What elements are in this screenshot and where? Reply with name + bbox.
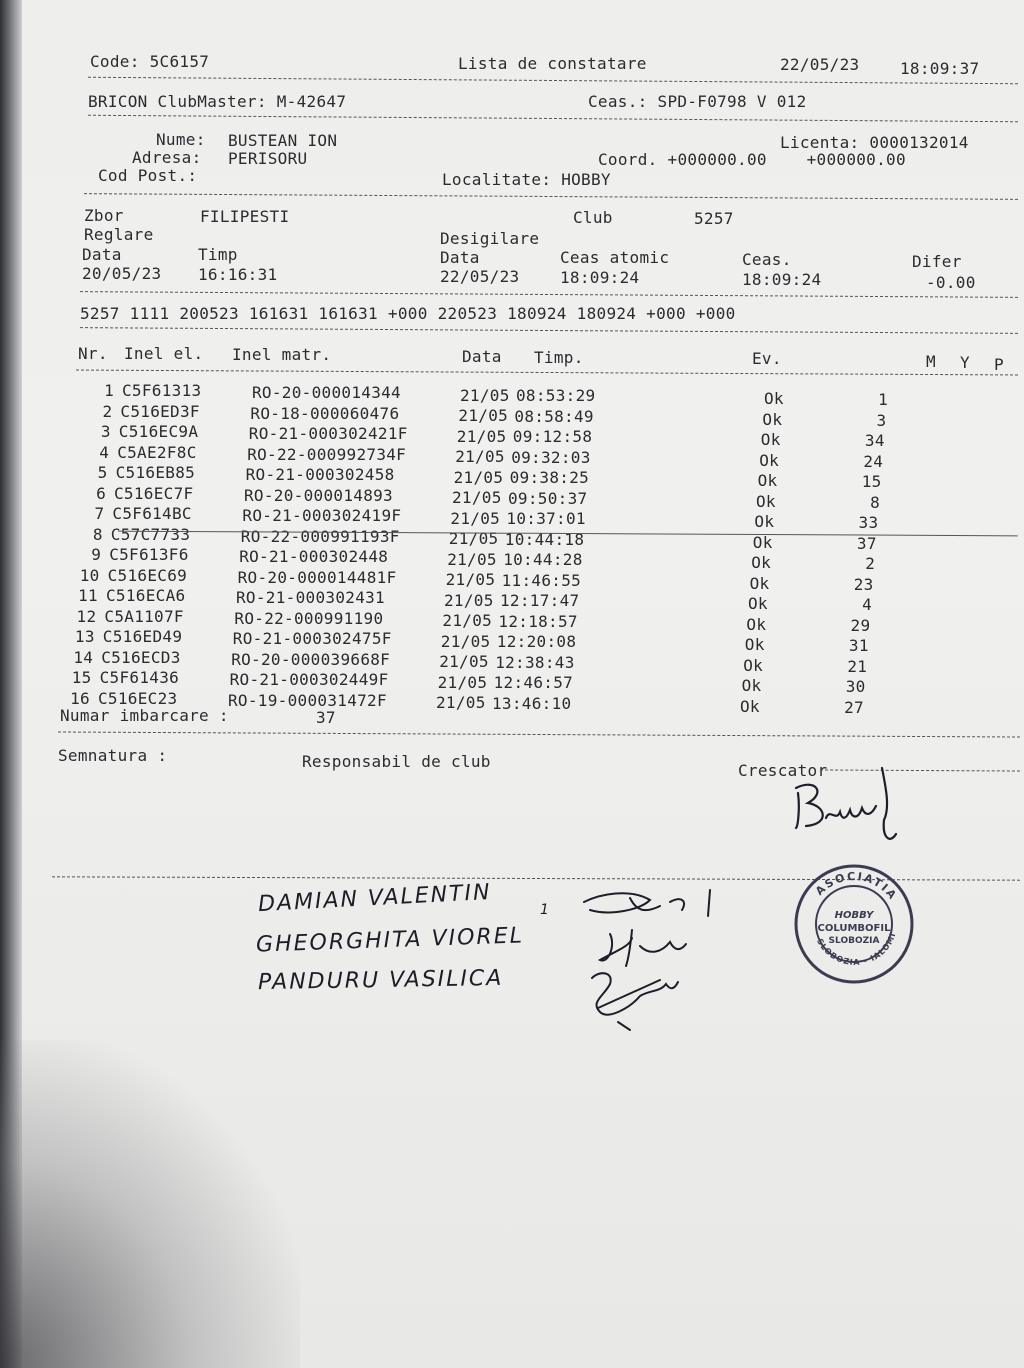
cell-value: 37 — [856, 533, 877, 553]
cell-ev: Ok — [759, 450, 780, 470]
cell-timp: 11:46:55 — [501, 570, 582, 590]
cell-inel-matr: RO-20-000014481F — [237, 567, 397, 587]
cell-data: 21/05 — [456, 426, 507, 446]
breeder-signature — [786, 748, 926, 848]
cell-value: 33 — [858, 513, 879, 533]
cell-ev: Ok — [741, 676, 762, 696]
cell-nr: 16 — [70, 688, 90, 708]
cell-timp: 09:32:03 — [511, 447, 591, 467]
owner-name: BUSTEAN ION — [228, 131, 338, 150]
cell-inel-el: C516EC7F — [114, 483, 194, 503]
cell-nr: 15 — [71, 668, 92, 688]
cell-inel-el: C5F61313 — [122, 381, 202, 401]
handwritten-name-3: PANDURU VASILICA — [257, 965, 504, 996]
cell-inel-matr: RO-21-000302449F — [229, 670, 389, 690]
cell-data: 21/05 — [440, 631, 491, 651]
cell-ev: Ok — [754, 512, 775, 532]
cell-inel-el: C5A1107F — [104, 606, 184, 626]
cell-timp: 12:18:57 — [498, 611, 578, 631]
cell-nr: 13 — [74, 627, 95, 647]
cell-timp: 09:12:58 — [512, 427, 593, 447]
cell-value: 23 — [853, 574, 874, 594]
cell-ev: Ok — [743, 655, 764, 675]
col-ev: Ev. — [752, 349, 782, 368]
cell-value: 15 — [861, 472, 882, 492]
cell-nr: 2 — [102, 401, 113, 421]
svg-text:COLUMBOFIL: COLUMBOFIL — [817, 923, 891, 934]
divider — [58, 731, 1020, 737]
cell-nr: 4 — [99, 442, 110, 462]
cell-inel-el: C516ECA6 — [106, 586, 186, 606]
club-responsible-label: Responsabil de club — [302, 752, 491, 771]
release-point: FILIPESTI — [200, 207, 290, 226]
reglare-label: Reglare — [84, 225, 154, 244]
cell-timp: 09:38:25 — [509, 468, 590, 488]
divider — [88, 77, 1018, 84]
col-y: Y — [960, 353, 970, 372]
cell-ev: Ok — [757, 471, 778, 491]
cell-ev: Ok — [748, 594, 768, 614]
cell-value: 27 — [844, 697, 864, 717]
name-label: Nume: — [156, 130, 206, 149]
cell-value: 31 — [848, 636, 869, 656]
club-label: Club — [573, 208, 613, 227]
cell-timp: 12:20:08 — [496, 632, 577, 652]
cell-timp: 10:37:01 — [506, 509, 586, 529]
total-count: 37 — [316, 708, 336, 727]
cell-inel-matr: RO-21-000302475F — [232, 629, 392, 649]
reglare-time: 16:16:31 — [198, 265, 278, 284]
col-m: M — [926, 352, 936, 371]
cell-value: 34 — [864, 431, 885, 451]
cell-ev: Ok — [744, 635, 765, 655]
cell-inel-matr: RO-18-000060476 — [250, 403, 400, 423]
report-code: Code: 5C6157 — [90, 52, 210, 71]
cell-data: 21/05 — [448, 529, 499, 549]
cell-inel-matr: RO-21-000302431 — [236, 588, 385, 608]
cell-timp: 09:50:37 — [508, 488, 588, 508]
svg-text:ASOCIATIA: ASOCIATIA — [812, 869, 900, 903]
licence: Licenta: 0000132014 — [780, 133, 969, 152]
divider — [80, 291, 1018, 298]
cell-inel-matr: RO-20-000039668F — [231, 649, 391, 669]
divider — [80, 327, 1018, 334]
club-number: 5257 — [694, 209, 734, 228]
clock-id: Ceas.: SPD-F0798 V 012 — [588, 92, 807, 111]
handwritten-signatures — [570, 880, 720, 1040]
cell-timp: 12:46:57 — [493, 673, 574, 693]
reglare-date: 20/05/23 — [82, 264, 162, 283]
cell-timp: 12:17:47 — [500, 591, 580, 611]
desigilare-data-label: Data — [440, 248, 480, 267]
svg-text:HOBBY: HOBBY — [834, 910, 874, 921]
zbor-label: Zbor — [84, 206, 124, 225]
handwritten-name-2: GHEORGHITA VIOREL — [255, 923, 525, 958]
cell-inel-el: C516ED3F — [120, 401, 200, 421]
cell-data: 21/05 — [458, 406, 509, 426]
cell-value: 30 — [845, 677, 866, 697]
clock-time: 18:09:24 — [742, 270, 822, 289]
cell-data: 21/05 — [437, 672, 488, 692]
reglare-data-label: Data — [82, 245, 122, 264]
cell-timp: 10:44:28 — [503, 550, 583, 570]
cell-timp: 12:38:43 — [495, 652, 575, 672]
cell-inel-matr: RO-20-000014344 — [252, 383, 401, 403]
cell-inel-matr: RO-21-000302448 — [239, 547, 389, 567]
cell-data: 21/05 — [450, 508, 501, 528]
cell-nr: 7 — [94, 504, 105, 524]
divider — [76, 370, 1018, 376]
total-label: Numar imbarcare : — [60, 706, 229, 725]
difference: -0.00 — [926, 273, 976, 292]
cell-value: 1 — [878, 390, 888, 410]
cell-inel-el: C516EC69 — [107, 565, 188, 585]
cell-nr: 12 — [76, 606, 97, 626]
cell-inel-matr: RO-20-000014893 — [244, 485, 393, 505]
cell-inel-matr: RO-22-000991193F — [240, 526, 400, 546]
cell-ev: Ok — [751, 553, 772, 573]
cell-timp: 13:46:10 — [492, 693, 572, 713]
cell-inel-el: C516EC9A — [118, 422, 199, 442]
report-time: 18:09:37 — [900, 59, 980, 78]
cell-value: 2 — [865, 554, 876, 574]
cell-inel-el: C516EB85 — [115, 463, 196, 483]
cell-data: 21/05 — [447, 549, 497, 569]
address-label: Adresa: — [132, 148, 202, 167]
breeder-label: Crescator — [738, 761, 828, 780]
cell-inel-matr: RO-22-000991190 — [234, 608, 384, 628]
report-date: 22/05/23 — [780, 55, 860, 74]
cell-inel-matr: RO-21-000302421F — [248, 424, 408, 444]
cell-value: 4 — [862, 595, 872, 615]
cell-ev: Ok — [760, 430, 781, 450]
cell-ev: Ok — [740, 696, 760, 716]
cell-inel-matr: RO-21-000302419F — [242, 506, 402, 526]
signature-label: Semnatura : — [58, 746, 168, 765]
cell-nr: 3 — [100, 422, 111, 442]
cell-data: 21/05 — [445, 570, 496, 590]
desigilare-label: Desigilare — [440, 229, 540, 248]
atomic-time: 18:09:24 — [560, 268, 640, 287]
cell-nr: 8 — [92, 524, 103, 544]
cell-nr: 14 — [73, 647, 94, 667]
cell-inel-el: C5F614BC — [112, 504, 192, 524]
cell-value: 29 — [850, 615, 871, 635]
cell-nr: 1 — [104, 381, 114, 401]
cell-value: 24 — [863, 451, 884, 471]
divider — [88, 115, 1018, 122]
locality: Localitate: HOBBY — [442, 170, 611, 189]
cell-timp: 08:53:29 — [516, 386, 596, 406]
cell-ev: Ok — [749, 573, 770, 593]
cell-timp: 08:58:49 — [514, 406, 594, 426]
handwritten-mark: 1 — [540, 902, 551, 918]
reglare-timp-label: Timp — [198, 245, 238, 264]
association-stamp — [792, 862, 916, 986]
cell-inel-el: C5F613F6 — [109, 545, 189, 565]
col-inel-matr: Inel matr. — [232, 345, 332, 364]
cell-data: 21/05 — [439, 652, 489, 672]
cell-value: 3 — [876, 410, 887, 430]
stamp-seal-icon — [792, 862, 916, 986]
cell-ev: Ok — [764, 389, 784, 409]
cell-inel-el: C5F61436 — [99, 668, 180, 688]
code-line: 5257 1111 200523 161631 161631 +000 220523 180924 180924 +000 +000 — [80, 304, 736, 323]
cell-nr: 9 — [91, 545, 102, 565]
col-data: Data — [462, 347, 502, 366]
cell-timp: 10:44:18 — [504, 529, 585, 549]
cell-inel-el: C516ED49 — [102, 627, 183, 647]
divider — [84, 193, 1018, 200]
cell-ev: Ok — [762, 409, 783, 429]
cell-ev: Ok — [746, 614, 767, 634]
cell-ev: Ok — [756, 491, 776, 511]
cell-data: 21/05 — [436, 693, 486, 713]
cell-value: 21 — [847, 656, 868, 676]
cell-nr: 10 — [79, 565, 100, 585]
col-nr: Nr. — [78, 344, 108, 363]
cell-ev: Ok — [752, 532, 773, 552]
atomic-label: Ceas atomic — [560, 248, 670, 267]
svg-text:SLOBOZIA: SLOBOZIA — [828, 936, 880, 946]
postal-label: Cod Post.: — [98, 166, 198, 185]
cell-data: 21/05 — [460, 385, 510, 405]
coordinates: Coord. +000000.00 +000000.00 — [598, 150, 906, 169]
cell-inel-el: C5AE2F8C — [117, 442, 197, 462]
col-inel-el: Inel el. — [124, 344, 204, 363]
cell-inel-matr: RO-21-000302458 — [245, 465, 395, 485]
cell-data: 21/05 — [444, 590, 494, 610]
cell-inel-el: C516EC23 — [98, 688, 178, 708]
ceas-label: Ceas. — [742, 250, 792, 269]
cell-inel-el: C516ECD3 — [101, 647, 181, 667]
cell-inel-el: C57C7733 — [110, 524, 191, 544]
cell-nr: 11 — [78, 586, 98, 606]
cell-data: 21/05 — [442, 611, 493, 631]
corner-shadow — [0, 1040, 300, 1368]
cell-data: 21/05 — [452, 488, 502, 508]
cell-nr: 6 — [96, 483, 106, 503]
col-p: P — [994, 355, 1004, 374]
handwritten-name-1: DAMIAN VALENTIN — [257, 879, 493, 918]
difer-label: Difer — [912, 252, 962, 271]
desigilare-date: 22/05/23 — [440, 267, 520, 286]
cell-nr: 5 — [97, 463, 108, 483]
cell-value: 8 — [870, 492, 880, 512]
col-timp: Timp. — [534, 348, 584, 367]
cell-inel-matr: RO-19-000031472F — [228, 690, 387, 710]
cell-inel-matr: RO-22-000992734F — [247, 444, 407, 464]
svg-text:SLOBOZIA - IALOMITA: SLOBOZIA - IALOMI — [815, 931, 898, 968]
report-title: Lista de constatare — [458, 54, 647, 73]
clubmaster-id: BRICON ClubMaster: M-42647 — [88, 92, 347, 111]
owner-address: PERISORU — [228, 149, 308, 168]
cell-data: 21/05 — [453, 467, 504, 487]
cell-data: 21/05 — [455, 447, 505, 467]
